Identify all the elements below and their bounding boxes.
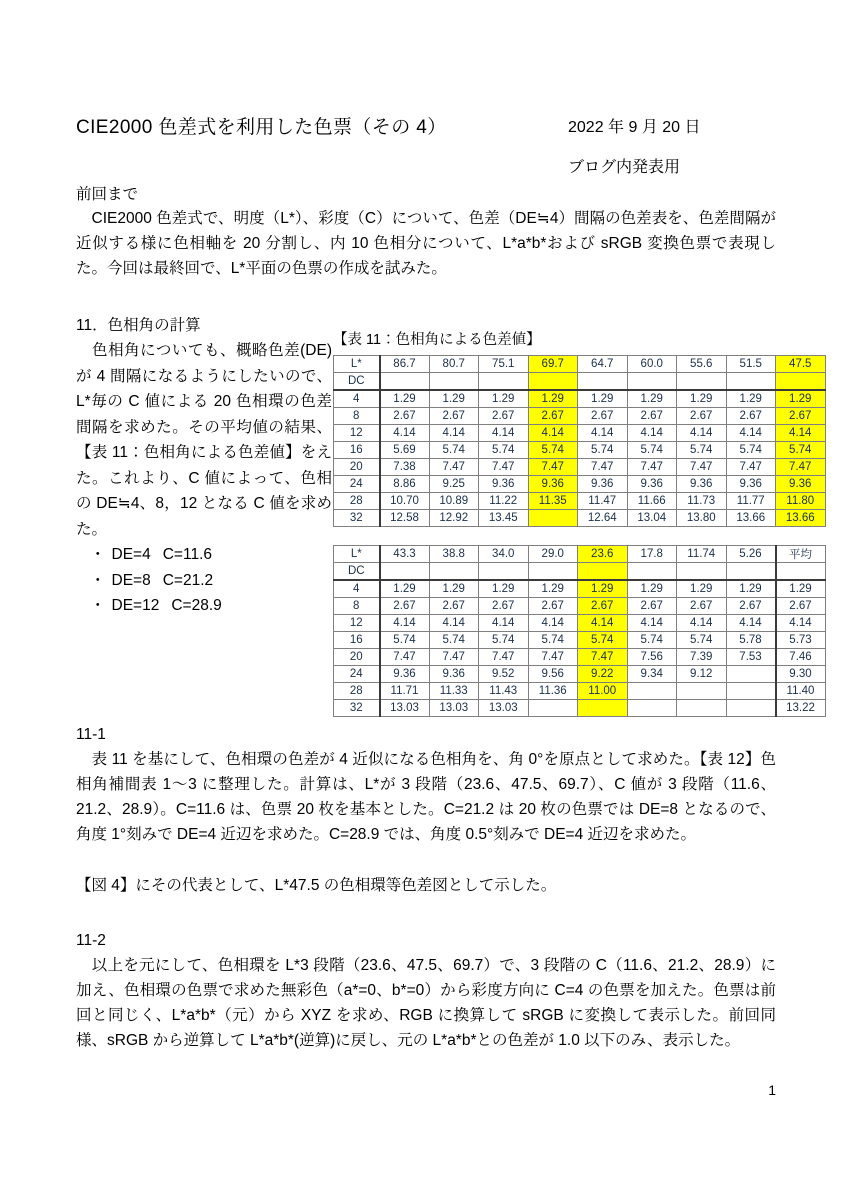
table-12-cell: 4.14 xyxy=(578,615,628,632)
de-value: DE=8 xyxy=(111,571,151,589)
table-12-cell xyxy=(627,683,677,700)
table-12-cell xyxy=(726,666,776,683)
table-11-cell: 13.66 xyxy=(726,510,776,527)
table-12-subheader-cell xyxy=(578,563,628,581)
table-12-cell: 2.67 xyxy=(726,598,776,615)
table-12-cell: 2.67 xyxy=(578,598,628,615)
table-row xyxy=(334,580,826,598)
table-11-cell: 5.74 xyxy=(726,442,776,459)
table-11-cell: 2.67 xyxy=(429,408,479,425)
table-11-corner-label-bottom: DC xyxy=(334,373,380,391)
table-12-cell: 11.36 xyxy=(528,683,578,700)
table-11-cell: 11.22 xyxy=(479,493,529,510)
table-12-row-label: 28 xyxy=(334,683,380,700)
table-12-cell: 11.71 xyxy=(380,683,430,700)
table-12-column-header: 平均 xyxy=(776,546,826,563)
table-11-cell: 2.67 xyxy=(726,408,776,425)
table-11-cell: 9.36 xyxy=(479,476,529,493)
table-12-corner-label-bottom: DC xyxy=(334,563,380,581)
table-11-column-header: 47.5 xyxy=(776,356,826,373)
table-11-cell: 9.36 xyxy=(726,476,776,493)
table-11-row-label: 32 xyxy=(334,510,380,527)
table-12-row-label: 8 xyxy=(334,598,380,615)
table-12-subheader-cell xyxy=(528,563,578,581)
table-11-cell: 13.04 xyxy=(627,510,677,527)
table-11-cell: 1.29 xyxy=(578,390,628,408)
table-12-subheader-cell xyxy=(776,563,826,581)
table-11-cell: 11.66 xyxy=(627,493,677,510)
table-11-cell: 2.67 xyxy=(528,408,578,425)
table-12-cell: 13.03 xyxy=(380,700,430,717)
table-12-cell: 5.78 xyxy=(726,632,776,649)
table-11-column-header: 64.7 xyxy=(578,356,628,373)
table-11-cell: 11.47 xyxy=(578,493,628,510)
table-11-cell: 1.29 xyxy=(429,390,479,408)
table-12-cell: 13.03 xyxy=(479,700,529,717)
table-11-cell: 2.67 xyxy=(776,408,826,425)
table-12-cell: 7.47 xyxy=(479,649,529,666)
table-12-cell: 13.03 xyxy=(429,700,479,717)
table-11-cell: 10.70 xyxy=(380,493,430,510)
table-12-column-header: 29.0 xyxy=(528,546,578,563)
table-12-column-header: 5.26 xyxy=(726,546,776,563)
table-12-cell xyxy=(578,700,628,717)
table-11-row-label: 20 xyxy=(334,459,380,476)
table-12-cell: 5.74 xyxy=(677,632,727,649)
table-12-row-label: 32 xyxy=(334,700,380,717)
table-11-corner-label-top: L* xyxy=(334,356,380,373)
bullet-marker: ・ xyxy=(90,571,106,589)
table-11-cell: 11.35 xyxy=(528,493,578,510)
table-12-cell: 1.29 xyxy=(528,580,578,598)
table-11-subheader-row xyxy=(334,373,826,391)
table-12-cell: 1.29 xyxy=(627,580,677,598)
table-11-body xyxy=(334,356,826,527)
table-11-cell: 7.38 xyxy=(380,459,430,476)
table-11-cell: 13.66 xyxy=(776,510,826,527)
table-12-cell: 5.74 xyxy=(528,632,578,649)
document-header xyxy=(76,112,776,182)
table-12-cell: 9.12 xyxy=(677,666,727,683)
c-value: C=28.9 xyxy=(171,597,222,614)
table-row xyxy=(334,493,826,510)
table-11-subheader-cell xyxy=(528,373,578,391)
table-12-container xyxy=(333,545,815,717)
table-12-cell xyxy=(677,700,727,717)
table-11-cell: 4.14 xyxy=(627,425,677,442)
table-12-cell xyxy=(627,700,677,717)
table-11-cell: 12.64 xyxy=(578,510,628,527)
table-12-cell: 1.29 xyxy=(479,580,529,598)
table-11-cell: 5.74 xyxy=(677,442,727,459)
table-11-subheader-cell xyxy=(776,373,826,391)
table-12-cell: 4.14 xyxy=(380,615,430,632)
table-12-cell: 9.36 xyxy=(429,666,479,683)
table-12-cell: 2.67 xyxy=(528,598,578,615)
table-11-column-header: 51.5 xyxy=(726,356,776,373)
page-title: CIE2000 色差式を利用した色票（その 4） xyxy=(76,117,447,138)
table-11-cell: 9.25 xyxy=(429,476,479,493)
table-12 xyxy=(333,545,826,717)
table-11-subheader-cell xyxy=(578,373,628,391)
table-row xyxy=(334,666,826,683)
table-12-header-row xyxy=(334,546,826,563)
table-12-column-header: 38.8 xyxy=(429,546,479,563)
table-row xyxy=(334,510,826,527)
table-11-cell: 2.67 xyxy=(479,408,529,425)
table-11-cell: 4.14 xyxy=(726,425,776,442)
table-12-cell: 5.74 xyxy=(429,632,479,649)
table-11-cell: 7.47 xyxy=(578,459,628,476)
section-11-2-heading: 11-2 xyxy=(76,932,106,949)
table-11-cell: 10.89 xyxy=(429,493,479,510)
table-12-cell: 5.74 xyxy=(627,632,677,649)
table-11-cell: 7.47 xyxy=(726,459,776,476)
table-12-row-label: 12 xyxy=(334,615,380,632)
table-11-column-header: 55.6 xyxy=(677,356,727,373)
table-row xyxy=(334,408,826,425)
table-12-row-label: 24 xyxy=(334,666,380,683)
table-12-cell: 4.14 xyxy=(627,615,677,632)
table-12-cell: 4.14 xyxy=(479,615,529,632)
table-11-cell: 2.67 xyxy=(677,408,727,425)
previous-section-label: 前回まで xyxy=(76,186,139,203)
table-11-cell: 5.74 xyxy=(578,442,628,459)
table-row xyxy=(334,700,826,717)
table-12-cell: 13.22 xyxy=(776,700,826,717)
table-11-cell: 1.29 xyxy=(479,390,529,408)
table-12-cell: 5.73 xyxy=(776,632,826,649)
table-12-cell: 4.14 xyxy=(776,615,826,632)
table-12-subheader-row xyxy=(334,563,826,581)
table-12-cell: 2.67 xyxy=(479,598,529,615)
table-11-column-header: 80.7 xyxy=(429,356,479,373)
table-12-cell: 1.29 xyxy=(380,580,430,598)
table-12-cell: 7.47 xyxy=(578,649,628,666)
table-11-cell: 9.36 xyxy=(528,476,578,493)
table-12-cell: 4.14 xyxy=(677,615,727,632)
table-11-cell: 1.29 xyxy=(380,390,430,408)
table-11-cell: 7.47 xyxy=(528,459,578,476)
table-11-cell: 11.77 xyxy=(726,493,776,510)
table-12-cell: 7.56 xyxy=(627,649,677,666)
table-row xyxy=(334,615,826,632)
table-11-cell: 4.14 xyxy=(677,425,727,442)
table-12-cell: 7.47 xyxy=(429,649,479,666)
table-11-cell: 13.45 xyxy=(479,510,529,527)
table-12-row-label: 16 xyxy=(334,632,380,649)
table-12-subheader-cell xyxy=(726,563,776,581)
table-11-cell: 2.67 xyxy=(578,408,628,425)
table-12-cell: 9.30 xyxy=(776,666,826,683)
table-12-cell: 11.00 xyxy=(578,683,628,700)
table-11-cell: 4.14 xyxy=(578,425,628,442)
list-item xyxy=(90,568,340,594)
table-11 xyxy=(333,355,826,527)
table-12-cell: 7.46 xyxy=(776,649,826,666)
table-12-cell: 2.67 xyxy=(677,598,727,615)
page-number: 1 xyxy=(768,1082,776,1098)
table-12-subheader-cell xyxy=(479,563,529,581)
table-12-cell: 7.47 xyxy=(380,649,430,666)
table-11-cell: 12.92 xyxy=(429,510,479,527)
table-11-cell: 9.36 xyxy=(677,476,727,493)
table-12-body xyxy=(334,546,826,717)
table-11-cell: 7.47 xyxy=(776,459,826,476)
table-11-cell: 1.29 xyxy=(627,390,677,408)
table-12-cell: 1.29 xyxy=(726,580,776,598)
section-11-2-body: 以上を元にして、色相環を L*3 段階（23.6、47.5、69.7）で、3 段階の C（11.6、21.2、28.9）に加え、色相環の色票で求めた無彩色（a*=0、b*=0）から彩度方向に C=4 の色票を加えた。色票は前回と同じく、L*a*b*（元）から XYZ を求め、RGB に換算して sRGB に変換して表示した。前回同様、sRGB から逆算して L*a*b*(逆算)に戻し、元の L*a*b*との色差が 1.0 以下のみ、表示した。 xyxy=(76,957,776,1049)
de-value: DE=12 xyxy=(111,597,160,614)
c-value: C=21.2 xyxy=(162,571,214,589)
section-11-1-heading: 11-1 xyxy=(76,726,106,743)
table-row xyxy=(334,476,826,493)
table-12-cell: 11.43 xyxy=(479,683,529,700)
table-11-column-header: 75.1 xyxy=(479,356,529,373)
document-date: 2022 年 9 月 20 日 xyxy=(568,119,701,136)
table-11-cell: 5.74 xyxy=(528,442,578,459)
table-11-cell: 7.47 xyxy=(677,459,727,476)
table-11-cell: 13.80 xyxy=(677,510,727,527)
table-11-row-label: 4 xyxy=(334,390,380,408)
table-11-column-header: 69.7 xyxy=(528,356,578,373)
table-row xyxy=(334,683,826,700)
table-11-cell: 5.74 xyxy=(429,442,479,459)
table-11-cell: 9.36 xyxy=(627,476,677,493)
table-11-subheader-cell xyxy=(429,373,479,391)
table-12-cell xyxy=(726,700,776,717)
table-12-cell: 2.67 xyxy=(776,598,826,615)
table-12-cell: 5.74 xyxy=(578,632,628,649)
de-c-value-list xyxy=(90,542,340,619)
table-12-cell: 9.52 xyxy=(479,666,529,683)
table-11-cell: 1.29 xyxy=(677,390,727,408)
table-11-subheader-cell xyxy=(479,373,529,391)
table-12-cell: 9.36 xyxy=(380,666,430,683)
table-11-cell: 12.58 xyxy=(380,510,430,527)
table-11-cell: 1.29 xyxy=(776,390,826,408)
table-12-cell: 1.29 xyxy=(677,580,727,598)
table-11-row-label: 28 xyxy=(334,493,380,510)
table-11-cell: 5.74 xyxy=(479,442,529,459)
table-11-cell: 7.47 xyxy=(429,459,479,476)
table-11-row-label: 12 xyxy=(334,425,380,442)
table-12-cell: 2.67 xyxy=(627,598,677,615)
table-row xyxy=(334,459,826,476)
table-row xyxy=(334,649,826,666)
table-11-cell: 4.14 xyxy=(380,425,430,442)
table-12-cell: 9.22 xyxy=(578,666,628,683)
table-12-cell: 2.67 xyxy=(429,598,479,615)
table-12-subheader-cell xyxy=(627,563,677,581)
table-11-header-row xyxy=(334,356,826,373)
table-12-cell: 7.47 xyxy=(528,649,578,666)
table-11-row-label: 16 xyxy=(334,442,380,459)
table-11-column-header: 86.7 xyxy=(380,356,430,373)
table-12-column-header: 23.6 xyxy=(578,546,628,563)
table-11-caption: 【表 11：色相角による色差値】 xyxy=(333,332,541,348)
table-11-subheader-cell xyxy=(380,373,430,391)
table-11-cell: 5.74 xyxy=(627,442,677,459)
table-11-cell: 1.29 xyxy=(528,390,578,408)
table-12-row-label: 20 xyxy=(334,649,380,666)
table-11-cell: 2.67 xyxy=(380,408,430,425)
table-11-cell: 2.67 xyxy=(627,408,677,425)
table-12-cell: 7.53 xyxy=(726,649,776,666)
table-12-cell: 4.14 xyxy=(429,615,479,632)
section-11-1-figure-note: 【図 4】にその代表として、L*47.5 の色相環等色差図として示した。 xyxy=(76,877,557,894)
table-12-subheader-cell xyxy=(677,563,727,581)
document-subnote: ブログ内発表用 xyxy=(568,159,681,176)
table-11-cell: 5.69 xyxy=(380,442,430,459)
table-row xyxy=(334,598,826,615)
table-11-cell: 4.14 xyxy=(776,425,826,442)
table-12-column-header: 34.0 xyxy=(479,546,529,563)
table-12-corner-label-top: L* xyxy=(334,546,380,563)
table-11-cell: 5.74 xyxy=(776,442,826,459)
previous-section-body: CIE2000 色差式で、明度（L*）、彩度（C）について、色差（DE≒4）間隔の色差表を、色差間隔が近似する様に色相軸を 20 分割し、内 10 色相分について、L*a*b*および sRGB 変換色票で表現した。今回は最終回で、L*平面の色票の作成を試みた。 xyxy=(76,210,776,277)
section-11-1-body: 表 11 を基にして、色相環の色差が 4 近似になる色相角を、角 0°を原点として求めた。【表 12】色相角補間表 1〜3 に整理した。計算は、L*が 3 段階（23.6、47.5、69.7）、C 値が 3 段階（11.6、21.2、28.9）。C=11.6 は、色票 20 枚を基本とした。C=21.2 は 20 枚の色票では DE=8 となるので、角度 1°刻みで DE=4 近辺を求めた。C=28.9 では、角度 0.5°刻みで DE=4 近辺を求めた。 xyxy=(76,751,776,843)
table-12-cell: 2.67 xyxy=(380,598,430,615)
table-12-cell xyxy=(528,700,578,717)
c-value: C=11.6 xyxy=(162,546,212,563)
table-11-container xyxy=(333,355,815,527)
table-11-cell: 9.36 xyxy=(776,476,826,493)
table-12-cell: 7.39 xyxy=(677,649,727,666)
table-12-cell: 11.33 xyxy=(429,683,479,700)
table-12-cell: 1.29 xyxy=(429,580,479,598)
table-12-cell: 9.34 xyxy=(627,666,677,683)
table-12-cell: 4.14 xyxy=(528,615,578,632)
table-11-cell: 1.29 xyxy=(726,390,776,408)
table-row xyxy=(334,632,826,649)
table-12-column-header: 11.74 xyxy=(677,546,727,563)
table-11-subheader-cell xyxy=(677,373,727,391)
table-11-cell: 11.73 xyxy=(677,493,727,510)
table-12-cell: 1.29 xyxy=(578,580,628,598)
de-value: DE=4 xyxy=(111,546,151,563)
section-11-body: 色相角についても、概略色差(DE)が 4 間隔になるようにしたいので、L*毎の C 値による 20 色相環の色差間隔を求めた。その平均値の結果、【表 11：色相角による色差値】をえた。これより、C 値によって、色相の DE≒4、8，12 となる C 値を求めた。 xyxy=(76,342,332,538)
bullet-marker: ・ xyxy=(90,597,106,614)
table-11-cell: 4.14 xyxy=(528,425,578,442)
table-12-column-header: 17.8 xyxy=(627,546,677,563)
table-12-cell: 9.56 xyxy=(528,666,578,683)
table-11-cell: 8.86 xyxy=(380,476,430,493)
table-11-cell: 4.14 xyxy=(429,425,479,442)
table-12-cell xyxy=(726,683,776,700)
table-12-subheader-cell xyxy=(429,563,479,581)
table-11-cell: 7.47 xyxy=(627,459,677,476)
table-12-cell: 1.29 xyxy=(776,580,826,598)
table-11-subheader-cell xyxy=(726,373,776,391)
table-12-column-header: 43.3 xyxy=(380,546,430,563)
list-item xyxy=(90,593,340,619)
table-12-cell xyxy=(677,683,727,700)
table-12-cell: 4.14 xyxy=(726,615,776,632)
table-11-cell: 11.80 xyxy=(776,493,826,510)
table-row xyxy=(334,425,826,442)
table-11-row-label: 24 xyxy=(334,476,380,493)
section-11-heading: 11．色相角の計算 xyxy=(76,317,201,334)
list-item xyxy=(90,542,340,568)
table-11-subheader-cell xyxy=(627,373,677,391)
table-11-row-label: 8 xyxy=(334,408,380,425)
table-11-cell: 7.47 xyxy=(479,459,529,476)
bullet-marker: ・ xyxy=(90,546,106,563)
table-12-cell: 5.74 xyxy=(380,632,430,649)
table-12-row-label: 4 xyxy=(334,580,380,598)
table-11-cell: 4.14 xyxy=(479,425,529,442)
table-row xyxy=(334,390,826,408)
table-12-subheader-cell xyxy=(380,563,430,581)
table-11-column-header: 60.0 xyxy=(627,356,677,373)
table-11-cell xyxy=(528,510,578,527)
table-12-cell: 11.40 xyxy=(776,683,826,700)
table-row xyxy=(334,442,826,459)
table-12-cell: 5.74 xyxy=(479,632,529,649)
table-11-cell: 9.36 xyxy=(578,476,628,493)
